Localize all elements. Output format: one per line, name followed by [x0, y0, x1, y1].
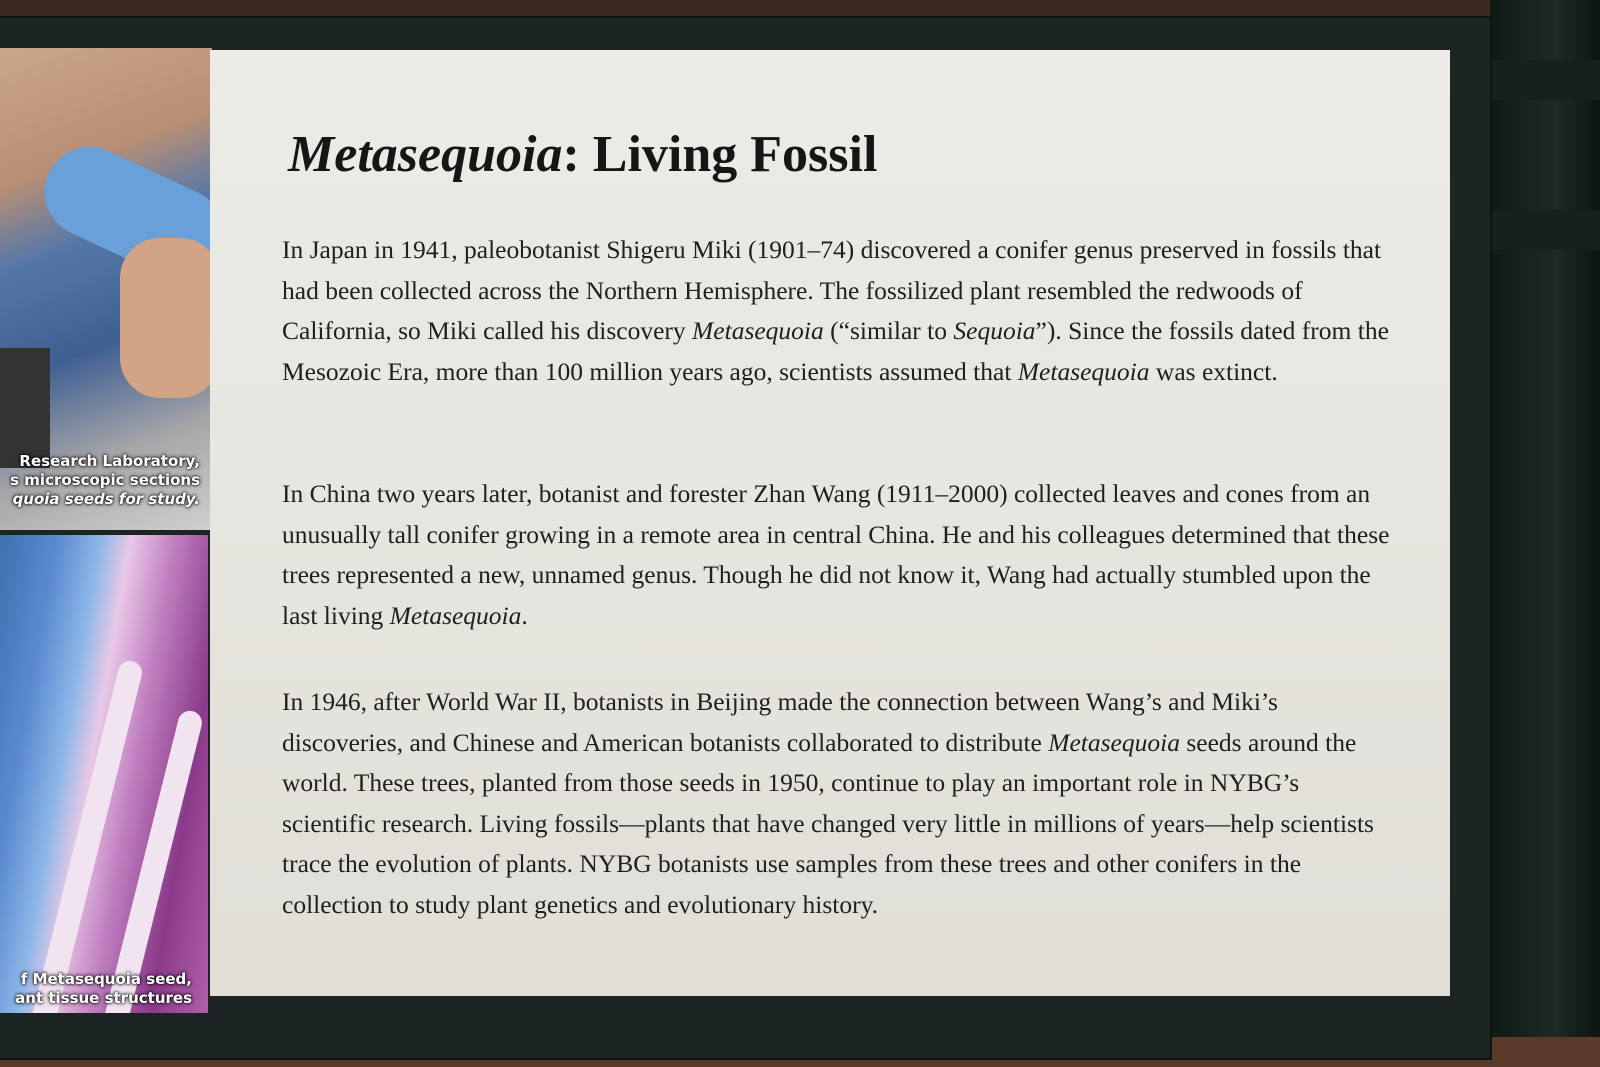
caption-line: f Metasequoia seed, — [20, 970, 192, 988]
seed-section-photo — [0, 535, 208, 1013]
paragraph-china — [282, 474, 1392, 636]
title-genus: Metasequoia — [288, 126, 563, 183]
text-run: In China two years later, botanist and forester Zhan Wang (1911–2000) collected leaves and cones from an unusually tall conifer growing in a remote area in central China. He and his colleagues determined that these trees represented a new, unnamed genus. Though he did not know it, Wang had actually stumbled upon the last living — [282, 479, 1390, 630]
text-run: ”). Since the fossils dated from the Mesozoic Era, more than 100 million years ago, scientists assumed that — [282, 316, 1389, 386]
text-run: In 1946, after World War II, botanists in Beijing made the connection between Wang’s and Miki’s discoveries, and Chinese and American botanists collaborated to distribute — [282, 687, 1278, 757]
text-run: . — [521, 600, 528, 630]
text-run: In Japan in 1941, paleobotanist Shigeru Miki (1901–74) discovered a conifer genus preserved in fossils that had been collected across the Northern Hemisphere. The fossilized plant resembled the redwoods of California, so Miki called his discovery — [282, 235, 1382, 345]
lab-photo-caption — [0, 452, 200, 509]
photo-hand — [120, 238, 212, 398]
sign-title — [288, 122, 877, 188]
genus-name: Sequoia — [953, 316, 1036, 345]
text-run: was extinct. — [1149, 356, 1278, 386]
post-bracket — [1480, 210, 1600, 250]
genus-name: Metasequoia — [1017, 356, 1150, 386]
title-rest: : Living Fossil — [562, 126, 878, 183]
text-run: (“similar to — [823, 316, 954, 345]
paragraph-beijing — [282, 682, 1392, 925]
sign-post — [1490, 0, 1600, 1067]
genus-name: Metasequoia — [692, 316, 824, 345]
seed-photo-caption — [0, 970, 192, 1008]
caption-line: ant tissue structures — [15, 989, 192, 1007]
sign-panel — [210, 50, 1450, 996]
microscope — [0, 348, 50, 468]
text-run: seeds around the world. These trees, planted from those seeds in 1950, continue to play an important role in NYBG’s scientific research. Living fossils—plants that have changed very little in millions of years—help scientists trace the evolution of plants. NYBG botanists use samples from these trees and other conifers in the collection to study plant genetics and evolutionary history. — [282, 727, 1374, 919]
paragraph-japan — [282, 230, 1392, 392]
caption-line: quoia seeds for study. — [12, 490, 200, 508]
post-bracket — [1480, 60, 1600, 100]
caption-line: s microscopic sections — [10, 471, 200, 489]
caption-line: Research Laboratory, — [19, 452, 200, 470]
genus-name: Metasequoia — [389, 600, 522, 630]
genus-name: Metasequoia — [1048, 727, 1180, 757]
